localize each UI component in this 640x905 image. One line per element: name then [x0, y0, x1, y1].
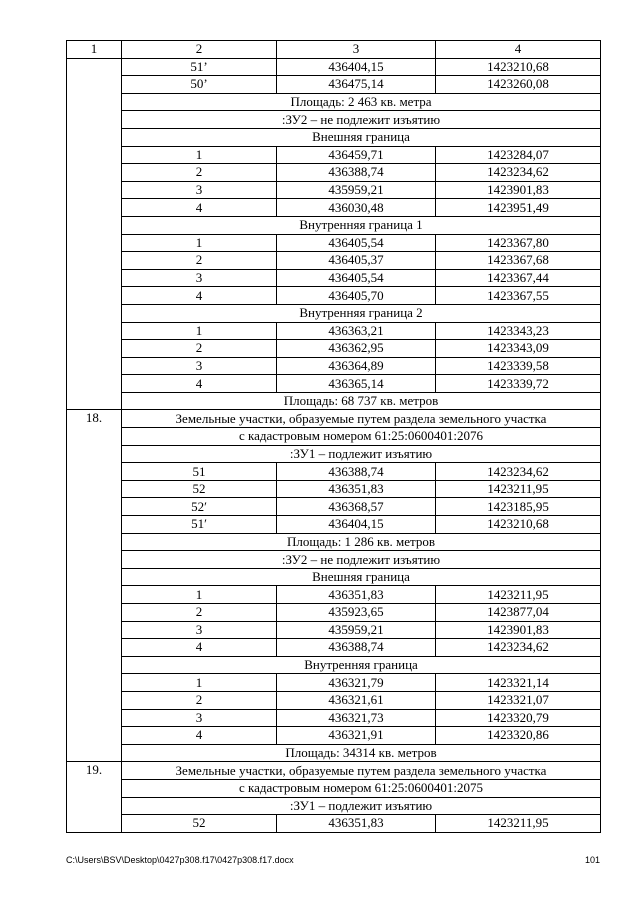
coordinate-x: 436459,71 — [277, 146, 436, 164]
point-label: 2 — [122, 604, 277, 622]
coordinate-x: 436351,83 — [277, 480, 436, 498]
table-body — [67, 41, 601, 833]
caption-text: Площадь: 2 463 кв. метра — [122, 93, 601, 111]
coordinate-row — [67, 727, 601, 745]
point-label: 51’ — [122, 58, 277, 76]
coordinate-x: 436368,57 — [277, 498, 436, 516]
coordinate-row — [67, 164, 601, 182]
point-label: 3 — [122, 709, 277, 727]
point-label: 50’ — [122, 76, 277, 94]
section-title-row — [67, 762, 601, 780]
coordinate-row — [67, 76, 601, 94]
point-label: 2 — [122, 340, 277, 358]
header-cell-3: 3 — [277, 41, 436, 59]
section-title-line-1: Земельные участки, образуемые путем раздела земельного участка — [122, 410, 601, 428]
coordinate-y: 1423367,44 — [436, 269, 601, 287]
coordinate-y: 1423339,58 — [436, 357, 601, 375]
coordinate-row — [67, 498, 601, 516]
point-label: 52 — [122, 815, 277, 833]
coordinate-y: 1423367,80 — [436, 234, 601, 252]
point-label: 1 — [122, 586, 277, 604]
point-label: 1 — [122, 234, 277, 252]
coordinate-x: 436362,95 — [277, 340, 436, 358]
header-cell-4: 4 — [436, 41, 601, 59]
section-title-row — [67, 410, 601, 428]
section-number-cell — [67, 58, 122, 410]
coordinate-x: 435923,65 — [277, 604, 436, 622]
caption-row — [67, 304, 601, 322]
coordinate-x: 436321,73 — [277, 709, 436, 727]
coordinate-y: 1423185,95 — [436, 498, 601, 516]
coordinates-table — [66, 40, 601, 833]
caption-row — [67, 93, 601, 111]
coordinate-row — [67, 480, 601, 498]
coordinate-row — [67, 146, 601, 164]
coordinate-x: 436321,79 — [277, 674, 436, 692]
coordinate-x: 436388,74 — [277, 164, 436, 182]
section-title-line-2: с кадастровым номером 61:25:0600401:2076 — [122, 428, 601, 446]
coordinate-row — [67, 58, 601, 76]
point-label: 3 — [122, 357, 277, 375]
section-number: 19. — [67, 762, 122, 832]
coordinate-row — [67, 357, 601, 375]
coordinate-row — [67, 269, 601, 287]
caption-row — [67, 797, 601, 815]
coordinate-x: 436321,91 — [277, 727, 436, 745]
coordinate-x: 436364,89 — [277, 357, 436, 375]
footer-page-number: 101 — [584, 855, 600, 865]
coordinate-x: 436030,48 — [277, 199, 436, 217]
coordinate-y: 1423234,62 — [436, 164, 601, 182]
coordinate-row — [67, 639, 601, 657]
coordinate-x: 436475,14 — [277, 76, 436, 94]
coordinate-row — [67, 287, 601, 305]
caption-text: Внутренняя граница — [122, 656, 601, 674]
point-label: 51 — [122, 463, 277, 481]
section-title-row — [67, 779, 601, 797]
caption-row — [67, 568, 601, 586]
coordinate-x: 436388,74 — [277, 463, 436, 481]
coordinate-x: 436351,83 — [277, 815, 436, 833]
coordinate-x: 436351,83 — [277, 586, 436, 604]
coordinate-y: 1423210,68 — [436, 516, 601, 534]
coordinate-y: 1423211,95 — [436, 815, 601, 833]
coordinate-row — [67, 674, 601, 692]
coordinate-y: 1423901,83 — [436, 621, 601, 639]
point-label: 4 — [122, 375, 277, 393]
caption-row — [67, 533, 601, 551]
coordinate-row — [67, 604, 601, 622]
coordinate-x: 436405,54 — [277, 234, 436, 252]
caption-row — [67, 128, 601, 146]
section-title-line-2: с кадастровым номером 61:25:0600401:2075 — [122, 779, 601, 797]
point-label: 3 — [122, 269, 277, 287]
section-title-row — [67, 428, 601, 446]
coordinate-row — [67, 463, 601, 481]
caption-text: Площадь: 34314 кв. метров — [122, 744, 601, 762]
header-cell-2: 2 — [122, 41, 277, 59]
coordinate-row — [67, 199, 601, 217]
coordinate-x: 436321,61 — [277, 691, 436, 709]
coordinate-y: 1423320,86 — [436, 727, 601, 745]
coordinate-x: 436404,15 — [277, 58, 436, 76]
coordinate-y: 1423901,83 — [436, 181, 601, 199]
coordinate-y: 1423339,72 — [436, 375, 601, 393]
point-label: 4 — [122, 287, 277, 305]
coordinate-row — [67, 516, 601, 534]
coordinate-y: 1423367,55 — [436, 287, 601, 305]
coordinate-x: 436388,74 — [277, 639, 436, 657]
coordinate-x: 436405,37 — [277, 252, 436, 270]
caption-text: :ЗУ1 – подлежит изъятию — [122, 445, 601, 463]
coordinate-y: 1423284,07 — [436, 146, 601, 164]
point-label: 52′ — [122, 498, 277, 516]
coordinate-y: 1423951,49 — [436, 199, 601, 217]
point-label: 1 — [122, 674, 277, 692]
coordinate-row — [67, 322, 601, 340]
coordinate-row — [67, 709, 601, 727]
coordinate-x: 436404,15 — [277, 516, 436, 534]
coordinate-y: 1423367,68 — [436, 252, 601, 270]
coordinate-y: 1423211,95 — [436, 586, 601, 604]
coordinate-y: 1423234,62 — [436, 463, 601, 481]
coordinate-y: 1423320,79 — [436, 709, 601, 727]
point-label: 52 — [122, 480, 277, 498]
coordinate-row — [67, 181, 601, 199]
coordinate-row — [67, 375, 601, 393]
point-label: 1 — [122, 322, 277, 340]
caption-text: :ЗУ2 – не подлежит изъятию — [122, 551, 601, 569]
caption-text: Площадь: 68 737 кв. метров — [122, 392, 601, 410]
coordinate-x: 436405,70 — [277, 287, 436, 305]
point-label: 51′ — [122, 516, 277, 534]
coordinate-y: 1423210,68 — [436, 58, 601, 76]
coordinate-y: 1423321,07 — [436, 691, 601, 709]
coordinate-y: 1423343,09 — [436, 340, 601, 358]
caption-row — [67, 216, 601, 234]
coordinate-x: 436365,14 — [277, 375, 436, 393]
section-title-line-1: Земельные участки, образуемые путем раздела земельного участка — [122, 762, 601, 780]
point-label: 3 — [122, 621, 277, 639]
coordinate-y: 1423343,23 — [436, 322, 601, 340]
point-label: 2 — [122, 691, 277, 709]
coordinate-y: 1423877,04 — [436, 604, 601, 622]
coordinate-row — [67, 252, 601, 270]
point-label: 4 — [122, 639, 277, 657]
coordinate-row — [67, 815, 601, 833]
point-label: 1 — [122, 146, 277, 164]
caption-text: Площадь: 1 286 кв. метров — [122, 533, 601, 551]
point-label: 3 — [122, 181, 277, 199]
coordinate-y: 1423260,08 — [436, 76, 601, 94]
coordinate-x: 435959,21 — [277, 621, 436, 639]
caption-row — [67, 111, 601, 129]
point-label: 4 — [122, 199, 277, 217]
footer-file-path: C:\Users\BSV\Desktop\0427p308.f17\0427p308.f17.docx — [66, 855, 294, 865]
caption-text: Внешняя граница — [122, 128, 601, 146]
coordinate-y: 1423211,95 — [436, 480, 601, 498]
caption-row — [67, 656, 601, 674]
caption-row — [67, 551, 601, 569]
caption-row — [67, 445, 601, 463]
coordinate-y: 1423234,62 — [436, 639, 601, 657]
caption-row — [67, 392, 601, 410]
coordinate-y: 1423321,14 — [436, 674, 601, 692]
caption-text: :ЗУ2 – не подлежит изъятию — [122, 111, 601, 129]
coordinate-row — [67, 234, 601, 252]
coordinate-row — [67, 586, 601, 604]
coordinate-x: 436363,21 — [277, 322, 436, 340]
coordinate-row — [67, 691, 601, 709]
caption-text: Внешняя граница — [122, 568, 601, 586]
point-label: 2 — [122, 164, 277, 182]
table-header-row — [67, 41, 601, 59]
section-number: 18. — [67, 410, 122, 762]
point-label: 4 — [122, 727, 277, 745]
caption-row — [67, 744, 601, 762]
caption-text: :ЗУ1 – подлежит изъятию — [122, 797, 601, 815]
caption-text: Внутренняя граница 1 — [122, 216, 601, 234]
coordinate-x: 435959,21 — [277, 181, 436, 199]
coordinate-x: 436405,54 — [277, 269, 436, 287]
header-cell-1: 1 — [67, 41, 122, 59]
coordinate-row — [67, 621, 601, 639]
caption-text: Внутренняя граница 2 — [122, 304, 601, 322]
point-label: 2 — [122, 252, 277, 270]
coordinate-row — [67, 340, 601, 358]
